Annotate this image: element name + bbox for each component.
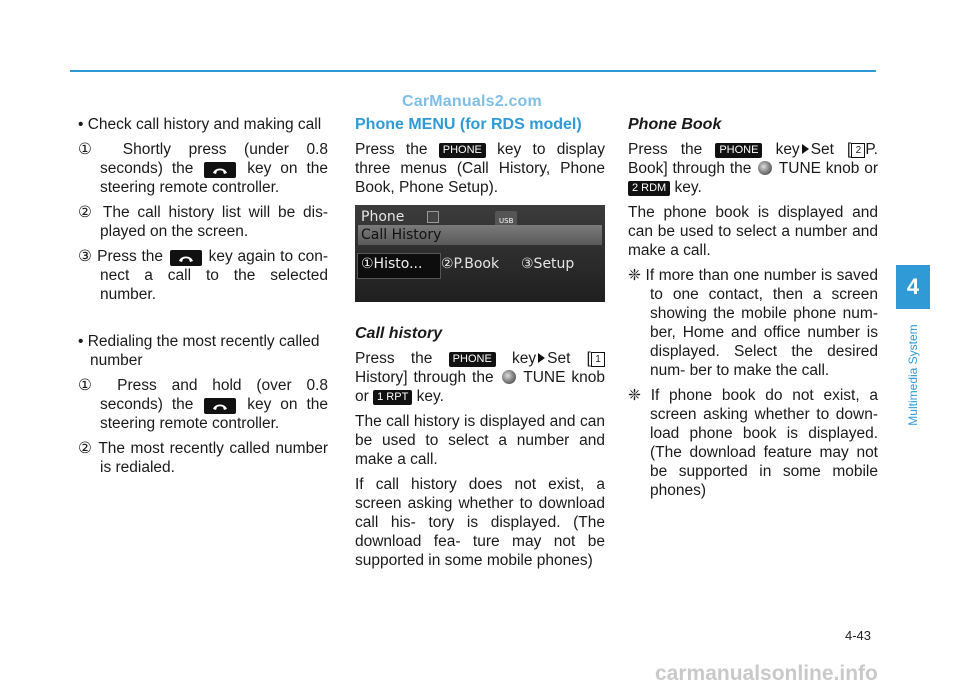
column-right: [628, 115, 878, 506]
right-triangle-icon: [802, 144, 809, 154]
boxed-number: 1: [591, 352, 605, 367]
chapter-label: Multimedia System: [906, 324, 920, 426]
screen-button-history: ①Histo...: [361, 256, 423, 272]
chapter-tab: 4: [896, 265, 930, 309]
step-1-press-hold: [78, 376, 328, 433]
phone-book-desc: The phone book is displayed and can be used to select a number and make a call.: [628, 204, 878, 259]
step-2-redialed: ② The most recently called number is redialed.: [78, 440, 328, 476]
text: key to display three menus (Call History, Phone Book, Phone Setup).: [355, 141, 605, 196]
right-triangle-icon: [538, 353, 545, 363]
screen-button-phonebook: ②P.Book: [441, 256, 500, 272]
rpt-key-label: 1 RPT: [373, 390, 412, 405]
text: P. Book] through the: [628, 141, 878, 177]
step-text: key again to con- nect a call to the selected number.: [100, 248, 328, 303]
watermark-bottom: carmanualsonline.info: [655, 662, 878, 685]
step-1-short-press: [78, 140, 328, 197]
tune-knob-icon: [502, 370, 516, 384]
text: TUNE knob or: [355, 369, 605, 405]
text: Press the: [628, 141, 703, 158]
call-history-desc: The call history is displayed and can be used to select a number and make a call.: [355, 413, 605, 468]
phone-key-label: PHONE: [449, 352, 496, 367]
phone-key-label: PHONE: [715, 143, 762, 158]
text: Set [: [547, 350, 591, 367]
rdm-key-label: 2 RDM: [628, 181, 670, 196]
text: key.: [674, 179, 702, 196]
bluetooth-icon: [427, 211, 439, 223]
bullet-redialing: • Redialing the most recently called number: [78, 333, 320, 369]
usb-badge: USB: [495, 211, 517, 232]
text: key: [775, 141, 800, 158]
column-left: [78, 115, 328, 483]
tune-knob-icon: [758, 161, 772, 175]
phone-handset-icon: [204, 398, 236, 414]
top-rule: [70, 70, 876, 72]
step-text: key on the steering remote controller.: [100, 160, 329, 196]
text: History] through the: [355, 369, 494, 386]
text: Press the: [355, 141, 428, 158]
call-history-download-note: If call history does not exist, a screen asking whether to download call his- tory is displayed. (The download fea- ture may not be supported in some mobile phones): [355, 476, 605, 569]
step-text: ① Press and hold (over 0.8 seconds) the: [78, 377, 328, 413]
phone-menu-intro: [355, 140, 605, 197]
phone-handset-icon: [170, 250, 202, 266]
text: TUNE knob or: [778, 160, 879, 177]
phone-handset-icon: [204, 162, 236, 178]
subheading-phone-book: Phone Book: [628, 116, 722, 133]
watermark-top: CarManuals2.com: [402, 93, 542, 110]
text: Press the: [355, 350, 433, 367]
page-number: 4-43: [845, 628, 872, 643]
step-text: ① Shortly press (under 0.8 seconds) the: [78, 141, 328, 177]
screen-subtitle: Call History: [361, 227, 442, 243]
text: key: [512, 350, 537, 367]
phone-key-label: PHONE: [439, 143, 486, 158]
text: key.: [416, 388, 444, 405]
section-title: Phone MENU (for RDS model): [355, 116, 582, 133]
screen-title: Phone: [361, 209, 405, 225]
screen-button-setup: ③Setup: [521, 256, 575, 272]
note-multiple-numbers: ❈ If more than one number is saved to one contact, then a screen showing the mobile phone num- ber, Home and office number is displayed. Select the desired num- ber to make the call.: [628, 267, 878, 379]
step-3-press-again: [78, 247, 328, 304]
step-text: key on the steering remote controller.: [100, 396, 329, 432]
subheading-call-history: Call history: [355, 325, 443, 342]
text: Set [: [810, 141, 852, 158]
note-download-phonebook: ❈ If phone book do not exist, a screen asking whether to down- load phone book is displayed. (The download feature may not be supported in some mobile phones): [628, 387, 878, 499]
column-middle: [355, 115, 605, 576]
phone-menu-screen: [355, 205, 605, 302]
bullet-check-call-history: • Check call history and making call: [78, 116, 322, 133]
step-text: ③ Press the: [78, 248, 164, 265]
step-2-list-displayed: ② The call history list will be dis- played on the screen.: [78, 204, 328, 240]
call-history-instruction: [355, 349, 605, 406]
phone-book-instruction: [628, 140, 878, 197]
boxed-number: 2: [851, 143, 865, 158]
